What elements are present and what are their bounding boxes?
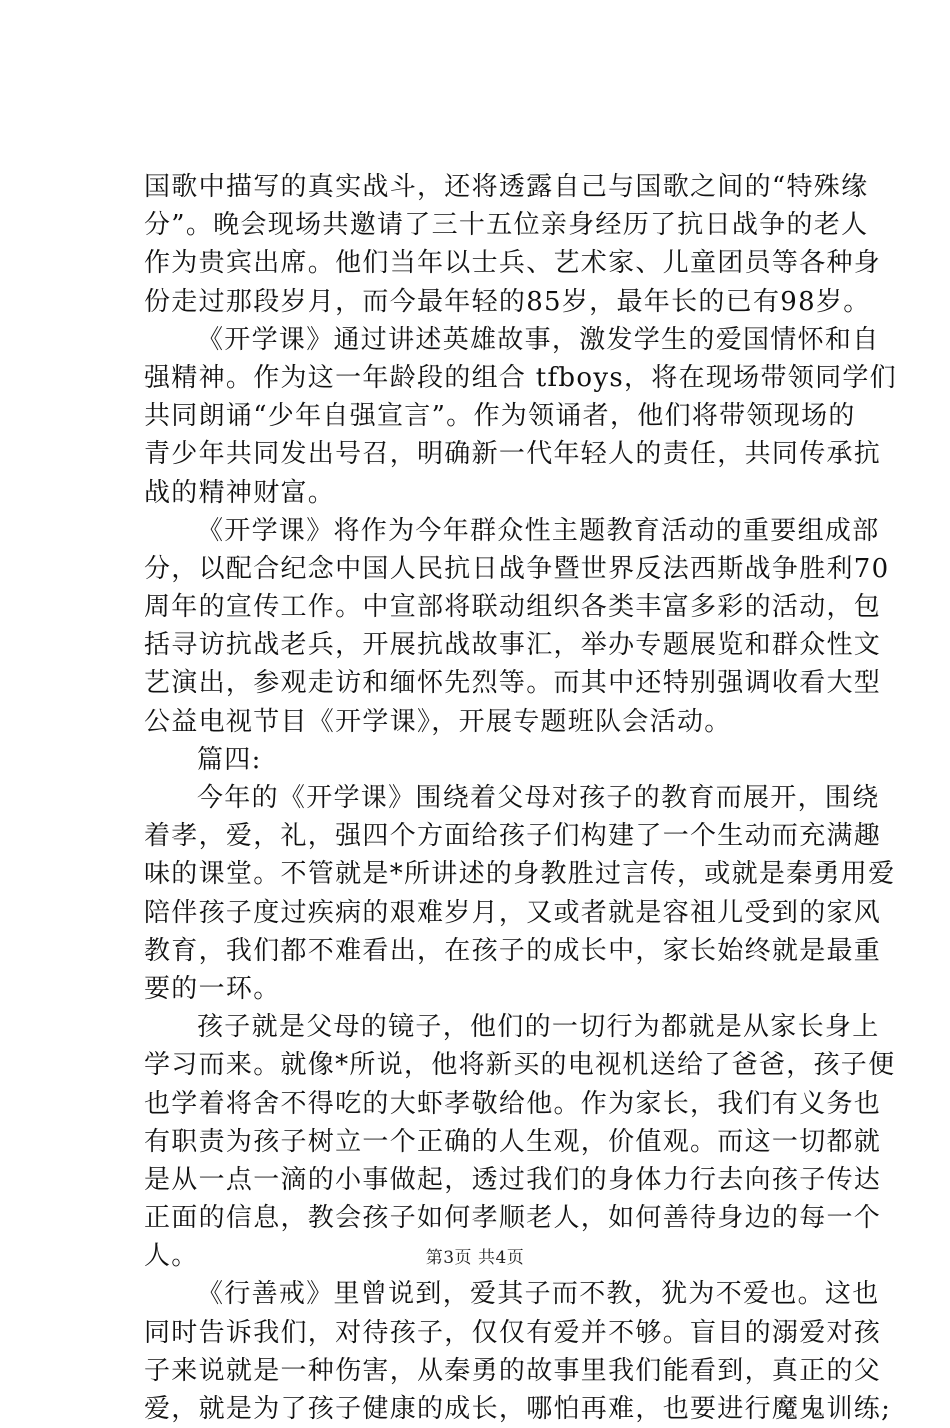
text-line: 人。 [144,1241,199,1272]
text-line: 份走过那段岁月，而今最年轻的85岁，最年长的已有98岁。 [144,286,871,317]
text-line: 共同朗诵“少年自强宣言”。作为领诵者，他们将带领现场的 [144,401,856,432]
text-line: 公益电视节目《开学课》，开展专题班队会活动。 [144,706,732,737]
text-line: 分”。晚会现场共邀请了三十五位亲身经历了抗日战争的老人 [144,210,869,241]
text-line: 爱，就是为了孩子健康的成长，哪怕再难，也要进行魔鬼训练; [144,1394,892,1424]
text-line: 青少年共同发出号召，明确新一代年轻人的责任，共同传承抗 [144,439,882,470]
paragraph-start-line: 《行善戒》里曾说到，爱其子而不教，犹为不爱也。这也 [197,1279,880,1310]
paragraph-start-line: 《开学课》将作为今年群众性主题教育活动的重要组成部 [197,515,880,546]
text-line: 战的精神财富。 [144,477,336,508]
paragraph-start-line: 今年的《开学课》围绕着父母对孩子的教育而展开，围绕 [197,783,880,813]
text-line: 作为贵宾出席。他们当年以士兵、艺术家、儿童团员等各种身 [144,248,882,279]
text-line: 味的课堂。不管就是*所讲述的身教胜过言传，或就是秦勇用爱 [144,859,896,890]
text-line: 有职责为孩子树立一个正确的人生观，价值观。而这一切都就 [144,1126,882,1157]
body-text [144,168,897,1428]
text-line: 是从一点一滴的小事做起，透过我们的身体力行去向孩子传达 [144,1164,882,1195]
page-footer: 第3页 共4页 [425,1248,525,1268]
text-line: 子来说就是一种伤害，从秦勇的故事里我们能看到，真正的父 [144,1355,882,1386]
text-line: 也学着将舍不得吃的大虾孝敬给他。作为家长，我们有义务也 [144,1088,882,1119]
text-line: 学习而来。就像*所说，他将新买的电视机送给了爸爸，孩子便 [144,1050,896,1081]
text-line: 正面的信息，教会孩子如何孝顺老人，如何善待身边的每一个 [144,1203,882,1234]
text-line: 着孝，爱，礼，强四个方面给孩子们构建了一个生动而充满趣 [144,821,882,852]
text-line: 强精神。作为这一年龄段的组合 tfboys，将在现场带领同学们 [144,362,897,393]
text-line: 艺演出，参观走访和缅怀先烈等。而其中还特别强调收看大型 [144,668,882,699]
text-line: 分，以配合纪念中国人民抗日战争暨世界反法西斯战争胜利70 [144,553,890,584]
text-line: 陪伴孩子度过疾病的艰难岁月，又或者就是容祖儿受到的家风 [144,897,882,928]
text-line: 要的一环。 [144,973,281,1004]
text-line: 国歌中描写的真实战斗，还将透露自己与国歌之间的“特殊缘 [144,172,869,202]
text-line: 教育，我们都不难看出，在孩子的成长中，家长始终就是最重 [144,935,882,966]
text-line: 括寻访抗战老兵，开展抗战故事汇，举办专题展览和群众性文 [144,630,882,661]
text-line: 周年的宣传工作。中宣部将联动组织各类丰富多彩的活动，包 [144,592,882,623]
text-line: 同时告诉我们，对待孩子，仅仅有爱并不够。盲目的溺爱对孩 [144,1317,882,1348]
paragraph-start-line: 孩子就是父母的镜子，他们的一切行为都就是从家长身上 [197,1012,880,1043]
paragraph-start-line: 《开学课》通过讲述英雄故事，激发学生的爱国情怀和自 [197,324,880,355]
section-heading: 篇四: [197,744,262,775]
